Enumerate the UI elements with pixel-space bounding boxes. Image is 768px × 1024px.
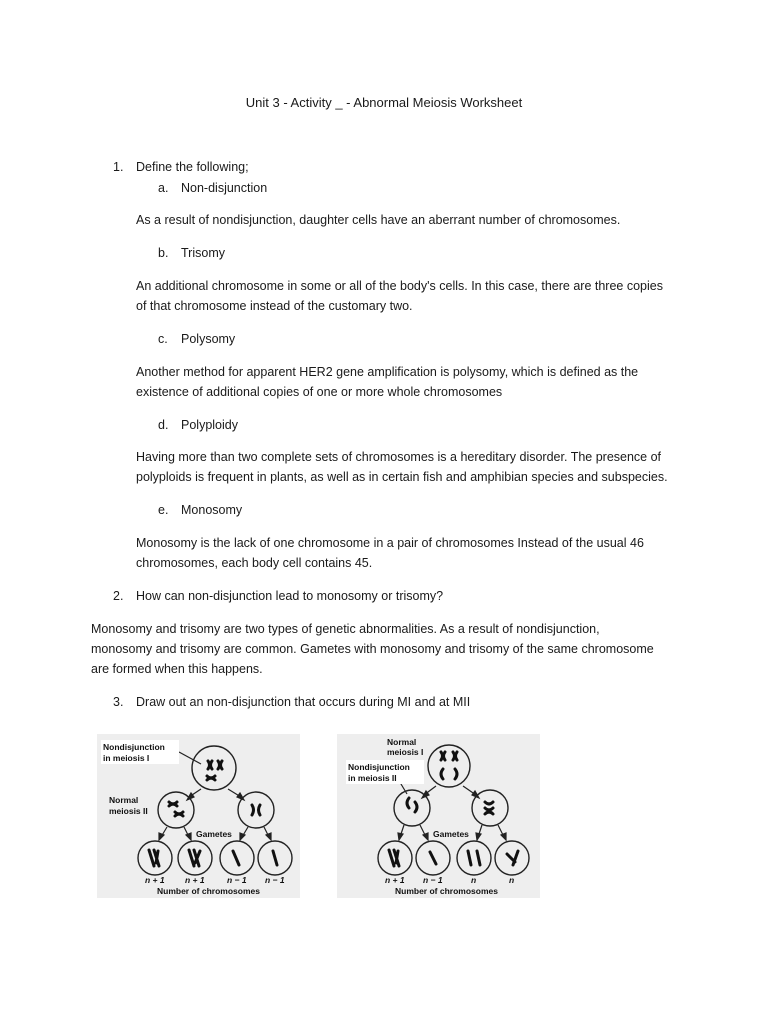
q1d-answer-line-2: polyploids is frequent in plants, as well as in certain fish and amphibian species and subspecies. bbox=[136, 470, 668, 484]
fig2-label-normal-2: meiosis I bbox=[387, 747, 424, 757]
figure-nondisjunction-meiosis-2 bbox=[337, 734, 540, 898]
fig1-label-normal-2: meiosis II bbox=[109, 806, 148, 816]
parent-cell bbox=[192, 746, 236, 790]
q2-answer-line-2: monosomy and trisomy are common. Gametes with monosomy and trisomy of the same chromosome bbox=[91, 642, 654, 656]
cell-mii-right bbox=[238, 792, 274, 828]
q1b-answer-line-1: An additional chromosome in some or all of the body's cells. In this case, there are three copies bbox=[136, 279, 663, 293]
fig1-count-2: n + 1 bbox=[185, 875, 205, 885]
q3-prompt: Draw out an non-disjunction that occurs during MI and at MII bbox=[136, 695, 471, 709]
q2-number: 2. bbox=[113, 589, 124, 603]
fig1-count-3: n − 1 bbox=[227, 875, 247, 885]
q1d-letter: d. bbox=[158, 418, 169, 432]
fig2-label-normal-1: Normal bbox=[387, 737, 417, 747]
q1c-letter: c. bbox=[158, 332, 168, 346]
q1e-term: Monosomy bbox=[181, 503, 243, 517]
q1d-answer-line-1: Having more than two complete sets of chromosomes is a hereditary disorder. The presence of bbox=[136, 450, 662, 464]
q1b-letter: b. bbox=[158, 246, 169, 260]
q1c-answer-line-2: existence of additional copies of one or more whole chromosomes bbox=[136, 385, 503, 399]
fig2-count-3: n bbox=[471, 875, 477, 885]
q1a-answer-line-1: As a result of nondisjunction, daughter cells have an aberrant number of chromosomes. bbox=[136, 213, 621, 227]
fig2-label-nondisjunction-1: Nondisjunction bbox=[348, 762, 410, 772]
q2-answer-line-3: are formed when this happens. bbox=[91, 662, 263, 676]
q1e-answer-line-2: chromosomes, each body cell contains 45. bbox=[136, 556, 373, 570]
fig1-label-normal-1: Normal bbox=[109, 795, 139, 805]
q2-answer-line-1: Monosomy and trisomy are two types of genetic abnormalities. As a result of nondisjunction, bbox=[91, 622, 600, 636]
q1d-term: Polyploidy bbox=[181, 418, 238, 432]
q3-number: 3. bbox=[113, 695, 124, 709]
q1c-answer-line-1: Another method for apparent HER2 gene amplification is polysomy, which is defined as the bbox=[136, 365, 639, 379]
q1b-term: Trisomy bbox=[181, 246, 225, 260]
figure-nondisjunction-meiosis-1 bbox=[97, 734, 300, 898]
fig1-count-1: n + 1 bbox=[145, 875, 165, 885]
worksheet-title: Unit 3 - Activity _ - Abnormal Meiosis Worksheet bbox=[245, 95, 523, 110]
q1-prompt: Define the following; bbox=[136, 160, 249, 174]
fig1-count-4: n − 1 bbox=[265, 875, 285, 885]
q1a-letter: a. bbox=[158, 181, 169, 195]
fig1-caption: Number of chromosomes bbox=[157, 886, 260, 896]
q1c-term: Polysomy bbox=[181, 332, 236, 346]
q1e-answer-line-1: Monosomy is the lack of one chromosome in a pair of chromosomes Instead of the usual 46 bbox=[136, 536, 644, 550]
fig2-count-2: n − 1 bbox=[423, 875, 443, 885]
fig2-count-4: n bbox=[509, 875, 515, 885]
q1e-letter: e. bbox=[158, 503, 169, 517]
fig1-label-nondisjunction-1: Nondisjunction bbox=[103, 742, 165, 752]
fig2-count-1: n + 1 bbox=[385, 875, 405, 885]
fig2-caption: Number of chromosomes bbox=[395, 886, 498, 896]
q1b-answer-line-2: of that chromosome instead of the customary two. bbox=[136, 299, 413, 313]
q1-number: 1. bbox=[113, 160, 124, 174]
fig2-gametes-label: Gametes bbox=[433, 829, 469, 839]
q2-prompt: How can non-disjunction lead to monosomy or trisomy? bbox=[136, 589, 444, 603]
parent-cell bbox=[428, 745, 470, 787]
gamete-3 bbox=[457, 841, 491, 875]
fig1-label-nondisjunction-2: in meiosis I bbox=[103, 753, 150, 763]
fig2-label-nondisjunction-2: in meiosis II bbox=[348, 773, 397, 783]
q1a-term: Non-disjunction bbox=[181, 181, 268, 195]
fig1-gametes-label: Gametes bbox=[196, 829, 232, 839]
